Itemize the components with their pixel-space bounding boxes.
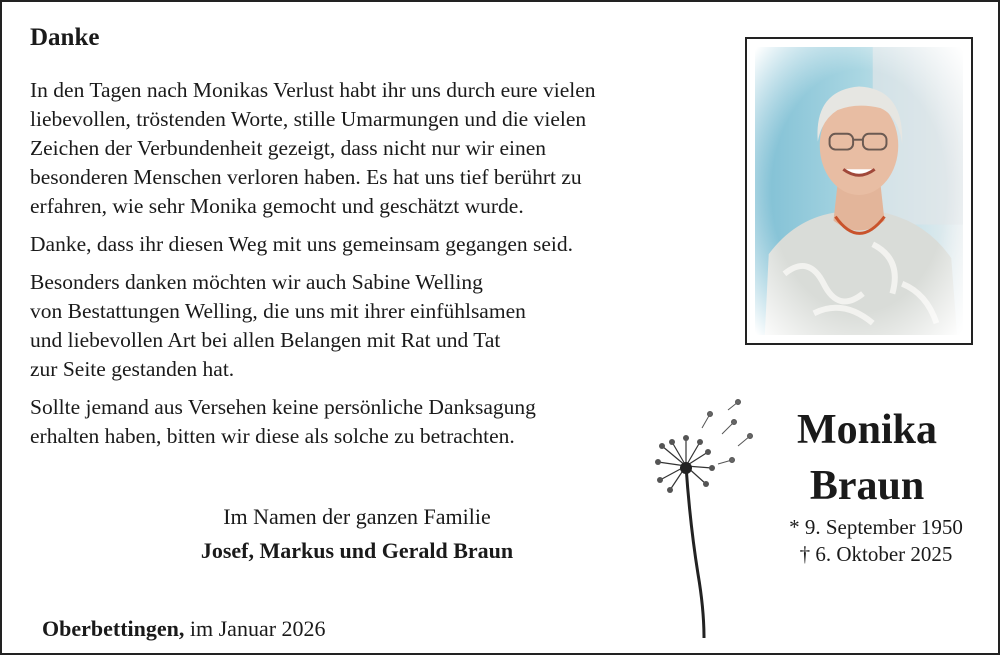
place-and-date [42, 616, 326, 642]
death-date: † 6. Oktober 2025 [799, 542, 953, 566]
heading: Danke [30, 24, 100, 51]
deceased-last-name: Braun [809, 463, 925, 509]
signature-line: Im Namen der ganzen Familie [223, 504, 491, 529]
paragraph-2: Danke, dass ihr diesen Weg mit uns gemeinsam gegangen seid. [30, 232, 574, 256]
paragraph-4: Sollte jemand aus Versehen keine persönliche Danksagung erhalten haben, bitten wir diese als solche zu betrachten. [30, 395, 536, 448]
birth-date: * 9. September 1950 [789, 515, 963, 539]
paragraph-1: In den Tagen nach Monikas Verlust habt ihr uns durch eure vielen liebevollen, tröstenden Worte, stille Umarmungen und die vielen Zeichen der Verbundenheit gezeigt, dass nicht nur wir einen besonderen Menschen verloren haben. Es hat uns tief berührt zu erfahren, wie sehr Monika gemocht und geschätzt wurde. [30, 78, 596, 218]
portrait-photo [755, 47, 963, 335]
paragraph-3: Besonders danken möchten wir auch Sabine Welling von Bestattungen Welling, die uns mit ihrer einfühlsamen und liebevollen Art bei allen Belangen mit Rat und Tat zur Seite gestanden hat. [30, 270, 526, 381]
signature-names: Josef, Markus und Gerald Braun [200, 538, 514, 563]
dandelion-icon [642, 394, 762, 642]
town: Oberbettingen, [42, 616, 185, 641]
portrait-frame [745, 37, 973, 345]
life-dates [762, 514, 990, 568]
deceased-first-name: Monika [796, 407, 938, 453]
date: im Januar 2026 [184, 616, 326, 641]
thank-you-text [30, 76, 740, 460]
